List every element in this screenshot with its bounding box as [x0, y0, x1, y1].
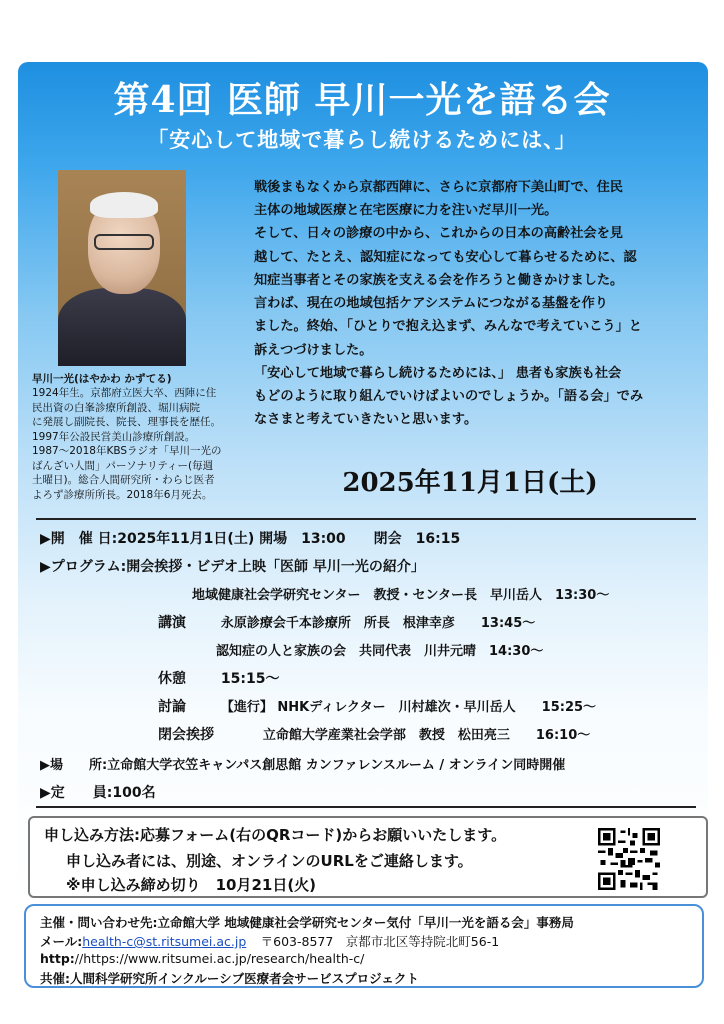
program-row: ▶プログラム:開会挨拶・ビデオ上映「医師 早川一光の紹介」 — [40, 559, 425, 575]
program-item-text: 【進行】 NHKディレクター 川村雄次・早川岳人 15:25〜 — [220, 700, 597, 715]
program-item — [192, 584, 609, 603]
event-date: 2025年11月1日(土) — [342, 468, 598, 498]
intro-line: 主体の地域医療と在宅医療に力を注いだ早川一光。 — [254, 203, 558, 219]
intro-line: 越して、たとえ、認知症になっても安心して暮らせるために、認 — [254, 249, 637, 265]
program-item-label: 閉会挨拶 — [158, 727, 214, 743]
program-item — [158, 696, 596, 716]
intro-line: そして、日々の診療の中から、これからの日本の高齢社会を見 — [254, 226, 623, 242]
intro-line: もどのように取り組んでいけばよいのでしょうか。「語る会」でみ — [254, 389, 644, 405]
program-item-label: 討論 — [158, 699, 186, 715]
bio-line: 1997年公設民営美山診療所創設。 — [32, 430, 196, 443]
program-item-text: 永原診療会千本診療所 所長 根津幸彦 13:45〜 — [220, 616, 536, 631]
program-item — [158, 612, 535, 632]
intro-line: 「安心して地域で暮らし続けるためには、」 患者も家族も社会 — [254, 365, 622, 381]
application-note: 申し込み者には、別途、オンラインのURLをご連絡します。 — [66, 852, 473, 870]
intro-line: なさまと考えていきたいと思います。 — [254, 412, 478, 428]
program-item-text: 認知症の人と家族の会 共同代表 川井元晴 14:30〜 — [216, 644, 544, 659]
cohost-line: 共催:人間科学研究所インクルーシブ医療者会サービスプロジェクト — [40, 971, 419, 986]
portrait-photo — [58, 170, 186, 366]
bio-line: 土曜日)。総合人間研究所・わらじ医者 — [32, 474, 215, 487]
portrait-hair — [90, 192, 158, 218]
intro-line: 言わば、現在の地域包括ケアシステムにつながる基盤を作り — [254, 296, 608, 312]
divider-top — [36, 518, 696, 520]
intro-text — [254, 176, 694, 432]
capacity-row: ▶定 員:100名 — [40, 785, 156, 801]
venue-row: ▶場 所:立命館大学衣笠キャンパス創思館 カンファレンスルーム / オンライン同時開催 — [40, 758, 566, 773]
event-subtitle: 「安心して地域で暮らし続けるためには、」 — [147, 127, 577, 152]
address-text: 〒603-8577 京都市北区等持院北町56-1 — [260, 934, 500, 949]
intro-line: 知症当事者とその家族を支える会を作ろうと働きかけました。 — [254, 272, 624, 288]
profile-caption — [32, 372, 242, 502]
application-method: 申し込み方法:応募フォーム(右のQRコード)からお願いいたします。 — [44, 826, 507, 844]
bio-line: に発展し副院長、院長、理事長を歴任。 — [32, 416, 221, 429]
mail-line — [40, 932, 499, 950]
mail-label: メール: — [40, 934, 83, 949]
program-item — [216, 640, 543, 659]
program-item-text: 15:15〜 — [220, 671, 280, 687]
event-title: 第4回 医師 早川一光を語る会 — [113, 79, 611, 121]
bio-line: 1924年生。京都府立医大卒、西陣に住 — [32, 387, 217, 400]
url-text[interactable]: //https://www.ritsumei.ac.jp/research/health-c/ — [74, 951, 365, 966]
portrait-body — [58, 288, 186, 366]
bio-line: 1987〜2018年KBSラジオ「早川一光の — [32, 445, 222, 458]
organizer-line: 主催・問い合わせ先:立命館大学 地域健康社会学研究センター気付「早川一光を語る会」事務局 — [40, 915, 574, 930]
mail-link[interactable]: health-c@st.ritsumei.ac.jp — [82, 934, 247, 949]
program-item — [158, 724, 590, 744]
intro-line: 訴えつづけました。 — [254, 342, 373, 358]
bio-line: ばんざい人間」パーソナリティー(毎週 — [32, 459, 214, 472]
portrait-glasses — [94, 234, 154, 250]
program-item — [158, 668, 279, 688]
program-item-text: 地域健康社会学研究センター 教授・センター長 早川岳人 13:30〜 — [192, 588, 610, 603]
application-deadline: ※申し込み締め切り 10月21日(火) — [66, 876, 317, 894]
http-label: http: — [40, 951, 75, 966]
intro-line: 戦後まもなくから京都西陣に、さらに京都府下美山町で、住民 — [254, 180, 623, 195]
bio-line: 民出資の白峯診療所創設、堀川病院 — [32, 401, 200, 414]
url-line — [40, 951, 364, 966]
divider-bottom — [36, 806, 696, 808]
program-item-label: 講演 — [158, 615, 186, 631]
contact-box — [24, 904, 704, 988]
intro-line: ました。終始、「ひとりで抱え込まず、みんなで考えていこう」と — [254, 319, 642, 335]
profile-name: 早川一光(はやかわ かずてる) — [32, 373, 172, 385]
qr-code-icon[interactable] — [598, 828, 660, 890]
program-item-label: 休憩 — [158, 671, 186, 687]
program-item-text: 立命館大学産業社会学部 教授 松田亮三 16:10〜 — [262, 728, 591, 743]
date-row: ▶開 催 日:2025年11月1日(土) 開場 13:00 閉会 16:15 — [40, 531, 461, 547]
bio-line: よろず診療所所長。2018年6月死去。 — [32, 488, 213, 501]
